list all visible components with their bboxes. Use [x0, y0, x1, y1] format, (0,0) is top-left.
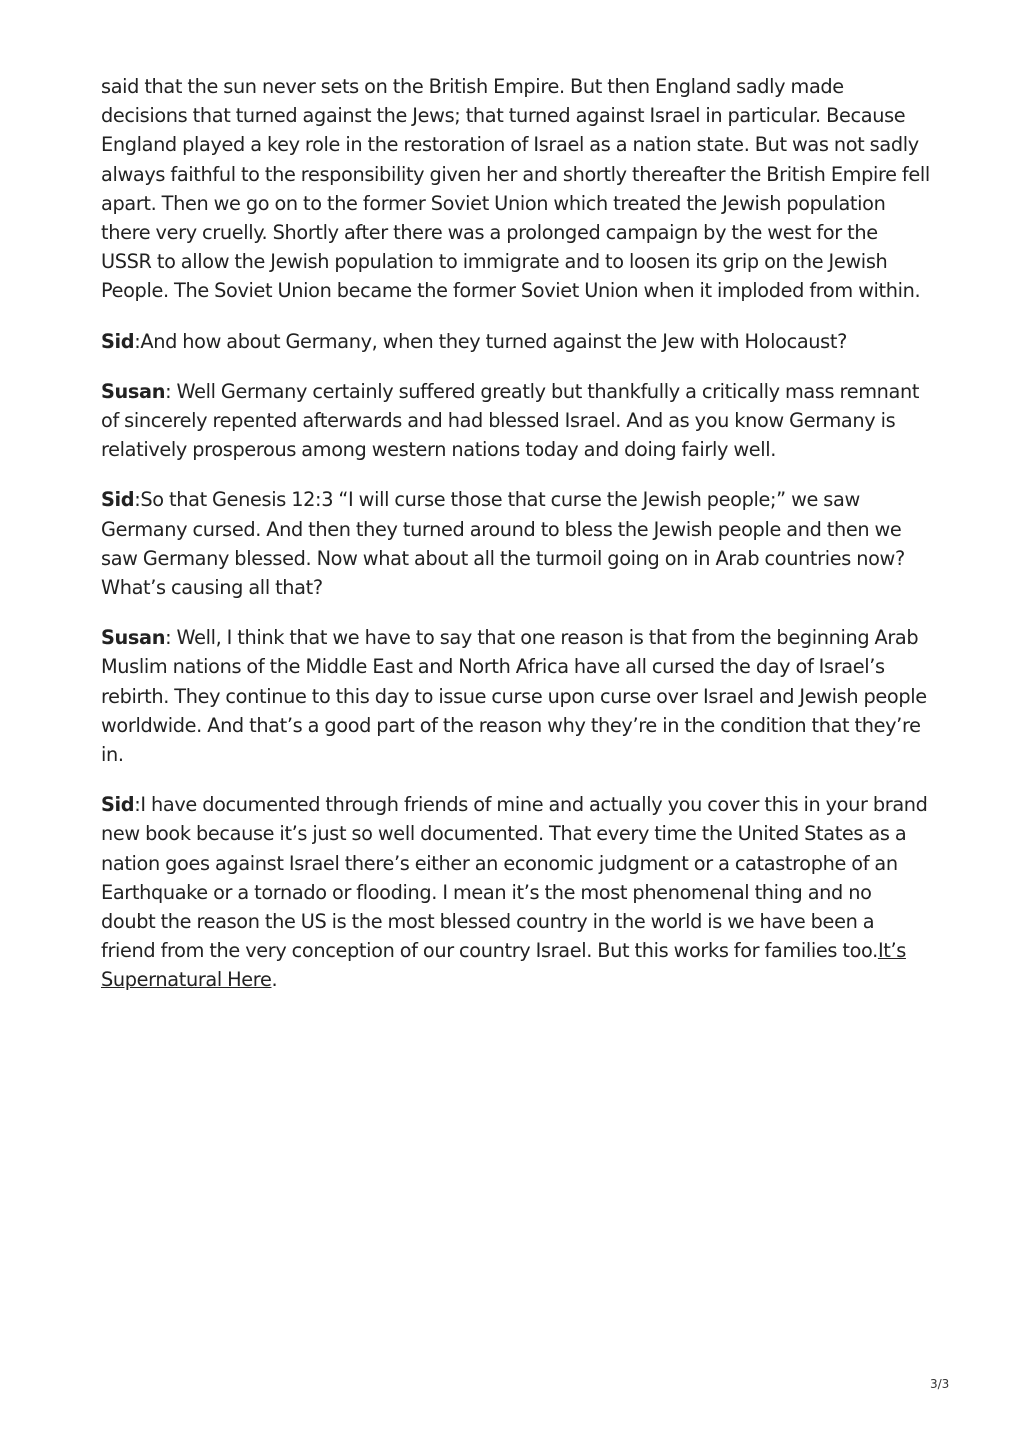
paragraph-sid-germany-question [101, 327, 931, 356]
speaker-name: Sid [101, 488, 135, 512]
speaker-separator: : [165, 626, 177, 650]
document-body [101, 72, 931, 1016]
paragraph-british-empire [101, 72, 931, 306]
paragraph-susan-arab-nations [101, 623, 931, 769]
trailing-period: . [271, 968, 278, 992]
page-number: 3/3 [930, 1377, 950, 1391]
paragraph-sid-united-states [101, 790, 931, 994]
speaker-name: Sid [101, 793, 135, 817]
speaker-separator: : [134, 488, 141, 512]
speaker-name: Susan [101, 379, 166, 403]
paragraph-text: Well, I think that we have to say that one reason is that from the beginning Arab Muslim nations of the Middle East and North Africa have all cursed the day of Israel’s rebirth. They continue to this day to issue curse upon curse over Israel and Jewish people worldwide. And that’s a good part of the reason why they’re in the condition that they’re in. [101, 626, 927, 767]
paragraph-text: So that Genesis 12:3 “I will curse those that curse the Jewish people;” we saw Germany cursed. And then they turned around to bless the Jewish people and then we saw Germany blessed. Now what about all the turmoil going on in Arab countries now? What’s causing all that? [101, 488, 905, 600]
speaker-name: Susan [101, 626, 166, 650]
speaker-separator: : [165, 379, 177, 403]
paragraph-text: I have documented through friends of mine and actually you cover this in your brand new book because it’s just so well documented. That every time the United States as a nation goes against Israel there’s either an economic judgment or a catastrophe of an Earthquake or a tornado or flooding. I mean it’s the most phenomenal thing and no doubt the reason the US is the most blessed country in the world is we have been a friend from the very conception of our country Israel. But this works for families too. [101, 793, 928, 963]
paragraph-text: And how about Germany, when they turned against the Jew with Holocaust? [140, 329, 847, 353]
paragraph-sid-genesis [101, 485, 931, 602]
paragraph-text: Well Germany certainly suffered greatly but thankfully a critically mass remnant of sincerely repented afterwards and had blessed Israel. And as you know Germany is relatively prosperous among western nations today and doing fairly well. [101, 379, 920, 462]
speaker-name: Sid [101, 329, 135, 353]
paragraph-susan-germany-answer [101, 377, 931, 465]
its-supernatural-here-link[interactable]: It’s Supernatural Here [101, 939, 906, 992]
speaker-separator: : [134, 329, 141, 353]
speaker-separator: : [134, 793, 141, 817]
paragraph-text: said that the sun never sets on the British Empire. But then England sadly made decisions that turned against the Jews; that turned against Israel in particular. Because England played a key role in the restoration of Israel as a nation state. But was not sadly always faithful to the responsibility given her and shortly thereafter the British Empire fell apart. Then we go on to the former Soviet Union which treated the Jewish population there very cruelly. Shortly after there was a prolonged campaign by the west for the USSR to allow the Jewish population to immigrate and to loosen its grip on the Jewish People. The Soviet Union became the former Soviet Union when it imploded from within. [101, 75, 930, 303]
